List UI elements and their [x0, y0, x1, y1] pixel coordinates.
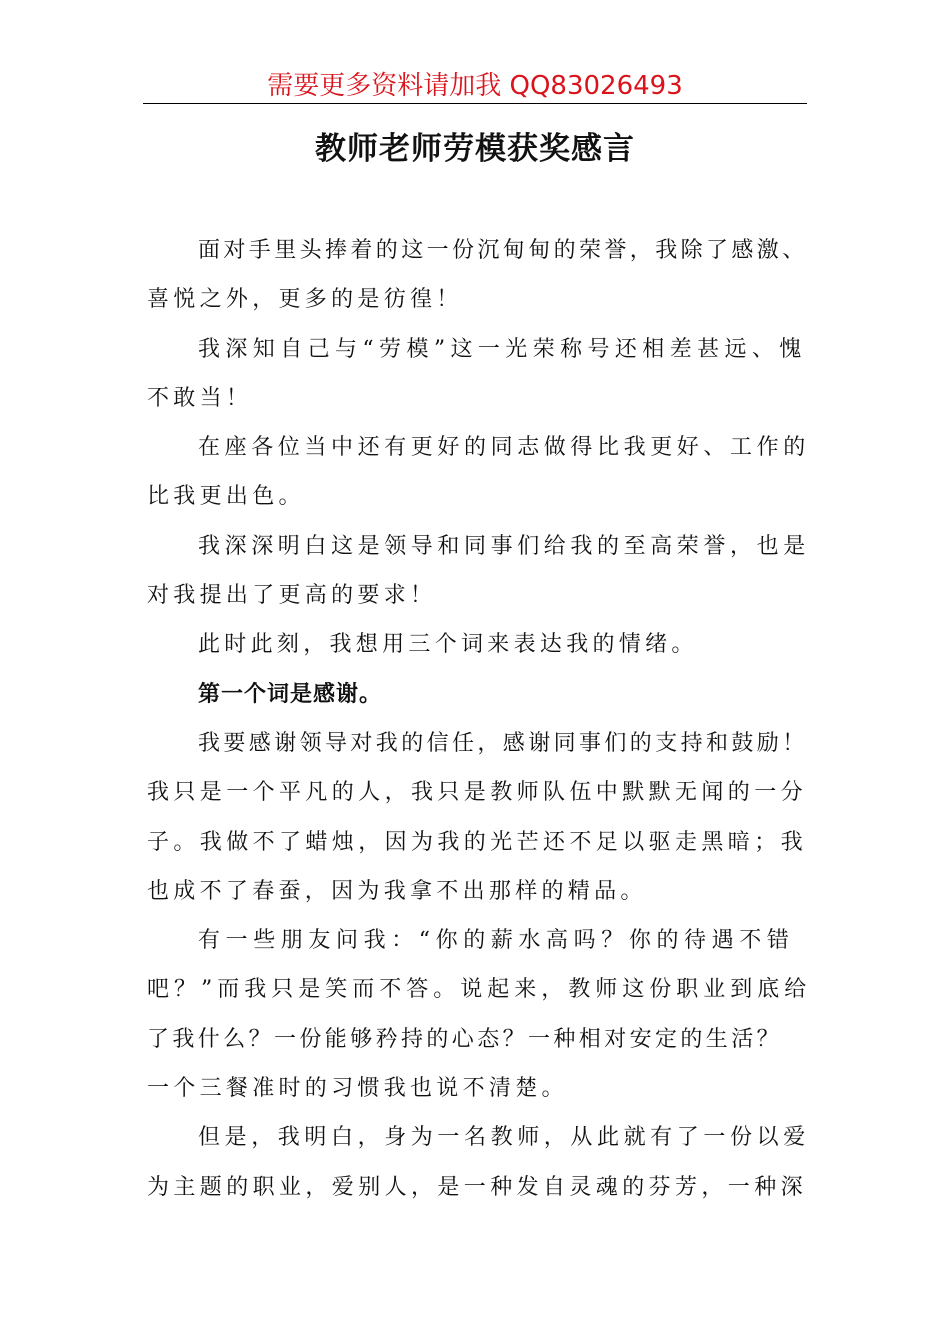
- paragraph-line: 不敢当！: [147, 385, 253, 411]
- paragraph-line: 但是，我明白，身为一名教师，从此就有了一份以爱: [198, 1125, 810, 1151]
- promo-header: 需要更多资料请加我 QQ83026493: [267, 71, 683, 101]
- paragraph-line: 面对手里头捧着的这一份沉甸甸的荣誉，我除了感激、: [198, 238, 808, 263]
- paragraph-line: 比我更出色。: [147, 484, 305, 510]
- paragraph-line: 一个三餐准时的习惯我也说不清楚。: [147, 1076, 568, 1102]
- paragraph-line: 我深深明白这是领导和同事们给我的至高荣誉，也是: [198, 533, 810, 559]
- paragraph-line: 喜悦之外，更多的是彷徨！: [147, 287, 463, 313]
- document-title: 教师老师劳模获奖感言: [315, 131, 635, 167]
- paragraph-line: 吧？”而我只是笑而不答。说起来，教师这份职业到底给: [147, 977, 812, 1003]
- paragraph-line: 也成不了春蚕，因为我拿不出那样的精品。: [147, 878, 647, 904]
- paragraph-line: 为主题的职业，爱别人，是一种发自灵魂的芬芳，一种深: [147, 1174, 808, 1200]
- header-divider: [143, 103, 807, 104]
- document-body: [147, 226, 811, 1212]
- paragraph-line: 有一些朋友问我：“你的薪水高吗？你的待遇不错: [198, 928, 795, 954]
- paragraph-line: 了我什么？一份能够矜持的心态？一种相对安定的生活？: [147, 1026, 783, 1052]
- paragraph-line: 子。我做不了蜡烛，因为我的光芒还不足以驱走黑暗；我: [147, 829, 808, 855]
- paragraph-line: 我要感谢领导对我的信任，感谢同事们的支持和鼓励！: [198, 730, 808, 756]
- paragraph-line: 此时此刻，我想用三个词来表达我的情绪。: [198, 632, 698, 658]
- paragraph-line: 我深知自己与“劳模”这一光荣称号还相差甚远、愧: [198, 336, 807, 362]
- paragraph-line: 在座各位当中还有更好的同志做得比我更好、工作的: [198, 435, 810, 461]
- paragraph-line: 对我提出了更高的要求！: [147, 583, 437, 609]
- paragraph-line: 我只是一个平凡的人，我只是教师队伍中默默无闻的一分: [147, 780, 808, 806]
- section-heading: 第一个词是感谢。: [198, 681, 383, 707]
